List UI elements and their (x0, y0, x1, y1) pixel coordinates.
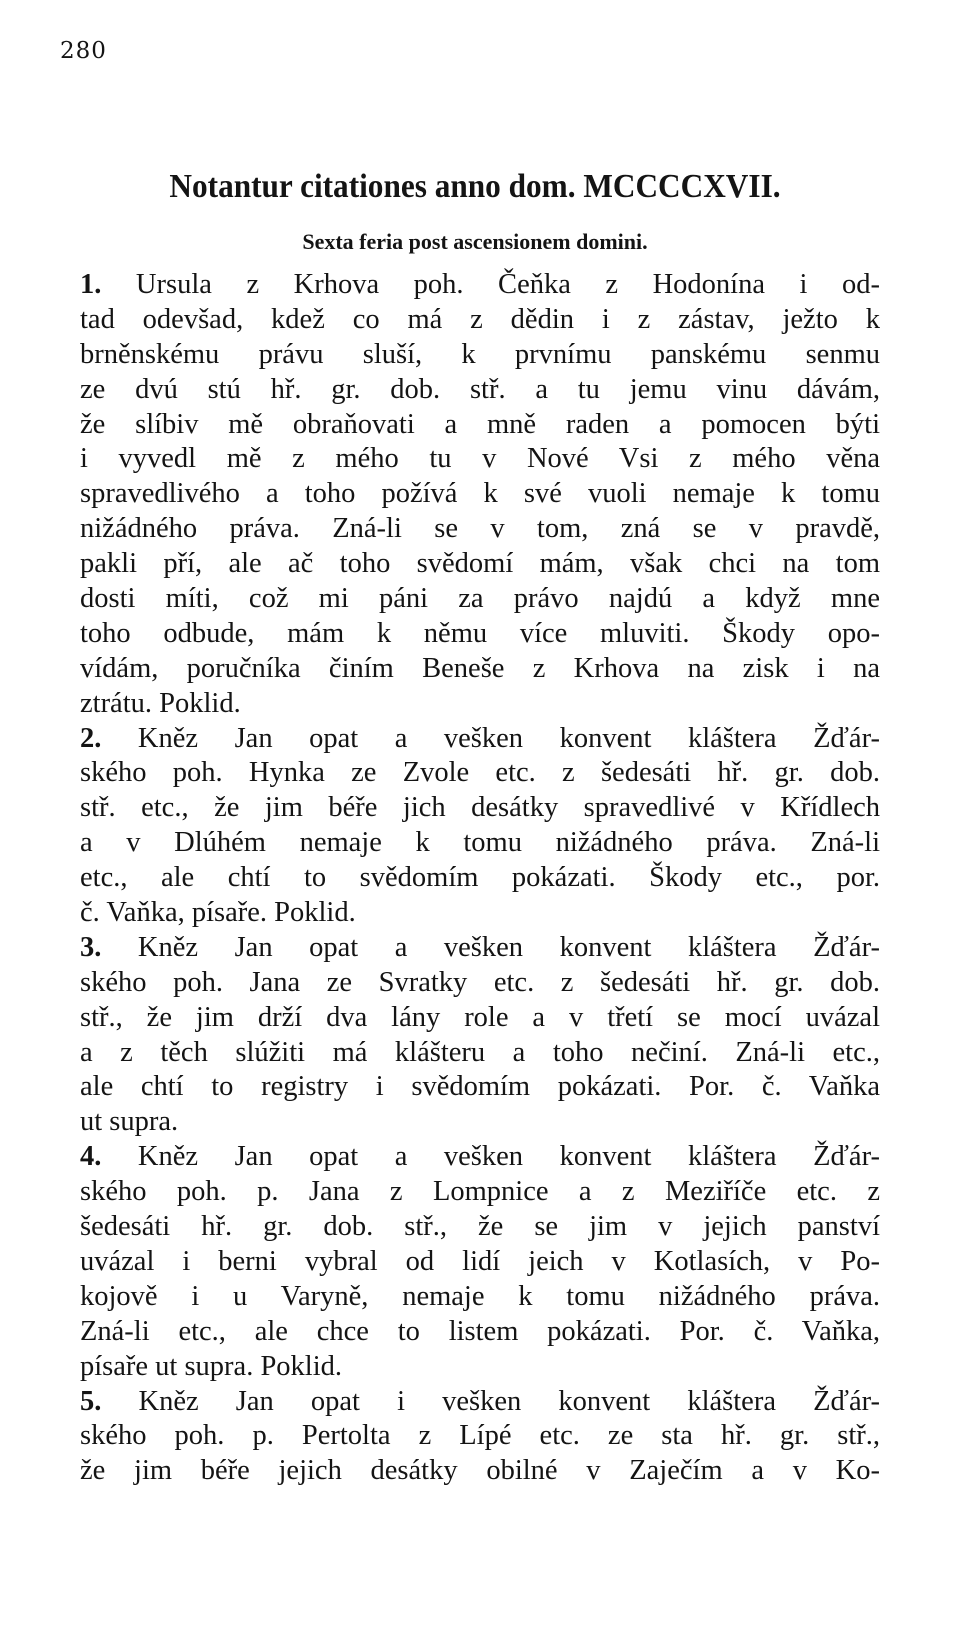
text-line (80, 652, 880, 687)
body-text (80, 268, 880, 1489)
text-line (80, 1245, 880, 1280)
section-title: Notantur citationes anno dom. MCCCCXVII. (169, 168, 781, 205)
page-number: 280 (60, 38, 107, 64)
text-line (80, 338, 880, 373)
text-line (80, 966, 880, 1001)
text-line (80, 547, 880, 582)
text-line (80, 582, 880, 617)
entry-number: 5. (80, 1385, 102, 1417)
line-text: etc., ale chtí to svědomím pokázati. Škody etc., por. (80, 862, 880, 894)
text-line (80, 442, 880, 477)
text-line (80, 1105, 880, 1140)
text-line (80, 722, 880, 757)
text-line (80, 791, 880, 826)
line-text: ského poh. Jana ze Svratky etc. z šedesáti hř. gr. dob. (80, 966, 880, 998)
text-line (80, 1280, 880, 1315)
line-text: pakli pří, ale ač toho svědomí mám, však chci na tom (80, 548, 880, 580)
line-text: toho odbude, mám k němu více mluviti. Škody opo- (80, 617, 880, 649)
line-text: kojově i u Varyně, nemaje k tomu nižádného práva. (80, 1280, 880, 1312)
line-text: Kněz Jan opat i vešken konvent kláštera Žďár- (101, 1385, 880, 1417)
text-line (80, 408, 880, 443)
line-text: písaře ut supra. Poklid. (80, 1350, 343, 1382)
line-text: vídám, poručníka činím Beneše z Krhova na zisk i na (80, 652, 880, 684)
line-text: ztrátu. Poklid. (80, 687, 241, 719)
text-line (80, 1210, 880, 1245)
line-text: ského poh. p. Pertolta z Lípé etc. ze sta hř. gr. stř., (80, 1420, 880, 1452)
line-text: že jim béře jejich desátky obilné v Zaječím a v Ko- (80, 1455, 880, 1487)
text-line (80, 1001, 880, 1036)
line-text: spravedlivého a toho požívá k své vuoli nemaje k tomu (80, 478, 880, 510)
text-line (80, 861, 880, 896)
text-line (80, 931, 880, 966)
line-text: a z těch slúžiti má klášteru a toho nečiní. Zná-li etc., (80, 1036, 880, 1068)
text-line (80, 1140, 880, 1175)
text-line (80, 1419, 880, 1454)
line-text: i vyvedl mě z mého tu v Nové Vsi z mého věna (80, 443, 880, 475)
entry-number: 3. (80, 931, 102, 963)
line-text: Ursula z Krhova poh. Čeňka z Hodonína i od- (101, 269, 880, 300)
line-text: Kněz Jan opat a vešken konvent kláštera Žďár- (101, 722, 880, 754)
text-line (80, 756, 880, 791)
text-line (80, 268, 880, 303)
line-text: stř., že jim drží dva lány role a v třetí se mocí uvázal (80, 1001, 880, 1033)
line-text: Kněz Jan opat a vešken konvent kláštera Žďár- (101, 1141, 880, 1173)
line-text: Zná-li etc., ale chce to listem pokázati. Por. č. Vaňka, (80, 1315, 880, 1347)
text-line (80, 1454, 880, 1489)
line-text: a v Dlúhém nemaje k tomu nižádného práva. Zná-li (80, 827, 880, 859)
line-text: brněnskému právu sluší, k prvnímu panskému senmu (80, 338, 880, 370)
line-text: uvázal i berni vybral od lidí jeich v Kotlasích, v Po- (80, 1245, 880, 1277)
text-line (80, 687, 880, 722)
text-line (80, 826, 880, 861)
line-text: šedesáti hř. gr. dob. stř., že se jim v jejich panství (80, 1211, 880, 1243)
text-line (80, 617, 880, 652)
line-text: Kněz Jan opat a vešken konvent kláštera Žďár- (101, 931, 880, 963)
entry-number: 2. (80, 722, 102, 754)
text-line (80, 512, 880, 547)
text-line (80, 1350, 880, 1385)
line-text: stř. etc., že jim béře jich desátky spravedlivé v Křídlech (80, 792, 880, 824)
line-text: ského poh. Hynka ze Zvole etc. z šedesáti hř. gr. dob. (80, 757, 880, 789)
line-text: tad odevšad, kdež co má z dědin i z zástav, ježto k (80, 303, 880, 335)
text-line (80, 896, 880, 931)
line-text: ale chtí to registry i svědomím pokázati. Por. č. Vaňka (80, 1071, 880, 1103)
line-text: že slíbiv mě obraňovati a mně raden a pomocen býti (80, 408, 880, 440)
text-line (80, 477, 880, 512)
text-line (80, 1315, 880, 1350)
entry-number: 1. (80, 269, 102, 300)
text-line (80, 303, 880, 338)
line-text: dosti míti, což mi páni za právo najdú a když mne (80, 583, 880, 615)
line-text: ze dvú stú hř. gr. dob. stř. a tu jemu vinu dávám, (80, 373, 880, 405)
line-text: ut supra. (80, 1106, 179, 1138)
line-text: č. Vaňka, písaře. Poklid. (80, 897, 356, 929)
text-line (80, 373, 880, 408)
entry-number: 4. (80, 1141, 102, 1173)
text-line (80, 1385, 880, 1420)
section-subtitle: Sexta feria post ascensionem domini. (302, 229, 648, 254)
line-text: ského poh. p. Jana z Lompnice a z Meziříče etc. z (80, 1176, 880, 1208)
line-text: nižádného práva. Zná-li se v tom, zná se v pravdě, (80, 513, 880, 545)
text-line (80, 1070, 880, 1105)
text-line (80, 1036, 880, 1071)
text-line (80, 1175, 880, 1210)
